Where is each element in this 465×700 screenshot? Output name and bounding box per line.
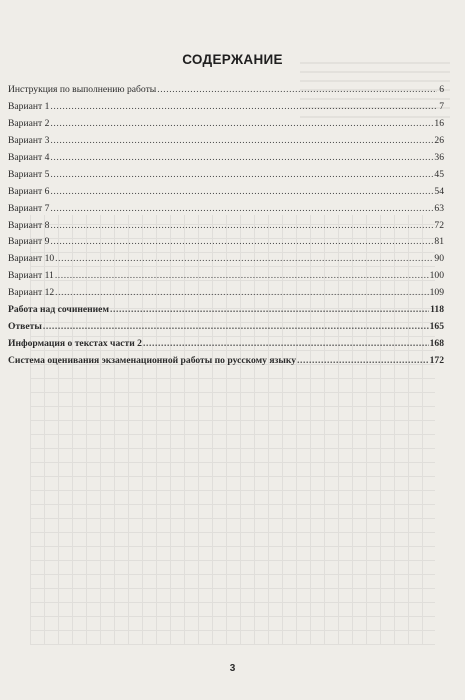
toc-entry-page: 72: [434, 219, 444, 231]
toc-entry[interactable]: [8, 353, 444, 370]
page-number: 3: [229, 663, 236, 674]
toc-entry-page: 168: [429, 338, 444, 350]
toc-entry-label: Вариант 10: [8, 253, 55, 265]
toc-dot-leader: [50, 218, 433, 235]
toc-entry[interactable]: [8, 184, 444, 201]
toc-entry[interactable]: [8, 285, 444, 302]
toc-entry[interactable]: [8, 99, 444, 116]
toc-entry-label: Инструкция по выполнению работы: [8, 84, 157, 95]
toc-entry-label: Вариант 12: [8, 287, 55, 299]
toc-entry[interactable]: [8, 201, 444, 218]
toc-entry-label: Вариант 6: [8, 185, 50, 197]
toc-entry-label: Вариант 9: [8, 236, 50, 248]
toc-entry-label: Вариант 4: [8, 151, 50, 163]
toc-entry-page: 109: [429, 287, 444, 299]
toc-dot-leader: [50, 116, 433, 133]
toc-dot-leader: [55, 285, 428, 302]
toc-entry[interactable]: [8, 319, 444, 336]
toc-dot-leader: [43, 319, 429, 336]
toc-entry-label: Ответы: [8, 321, 42, 333]
toc-dot-leader: [110, 302, 429, 319]
toc-entry-label: Информация о текстах части 2: [8, 338, 142, 350]
toc-entry[interactable]: [8, 336, 444, 353]
toc-dot-leader: [297, 353, 429, 370]
toc-dot-leader: [50, 184, 433, 201]
toc-dot-leader: [50, 133, 433, 150]
toc-entry-page: 45: [434, 168, 444, 180]
page-title: СОДЕРЖАНИЕ: [182, 52, 283, 67]
toc-entry[interactable]: [8, 150, 444, 167]
table-of-contents: [8, 82, 444, 370]
toc-entry-page: 63: [434, 202, 444, 214]
toc-dot-leader: [55, 251, 433, 268]
toc-entry[interactable]: [8, 133, 444, 150]
toc-dot-leader: [50, 201, 433, 218]
toc-entry-page: 26: [434, 134, 444, 146]
toc-dot-leader: [50, 99, 437, 116]
toc-entry-page: 81: [434, 236, 444, 248]
toc-entry-page: 16: [434, 117, 444, 129]
toc-entry-page: 100: [429, 270, 444, 282]
toc-entry-label: Вариант 8: [8, 219, 50, 231]
toc-entry-label: Вариант 7: [8, 202, 50, 214]
toc-entry-page: 7: [439, 100, 444, 112]
toc-entry-label: Вариант 5: [8, 168, 50, 180]
toc-entry-page: 6: [439, 84, 444, 95]
toc-entry[interactable]: [8, 116, 444, 133]
toc-entry-page: 118: [430, 304, 444, 316]
toc-entry-page: 172: [429, 355, 444, 366]
toc-entry[interactable]: [8, 218, 444, 235]
toc-entry-label: Вариант 1: [8, 100, 50, 112]
toc-entry[interactable]: [8, 268, 444, 285]
toc-entry-label: Вариант 11: [8, 270, 54, 282]
toc-entry-label: Вариант 3: [8, 134, 50, 146]
toc-entry-page: 36: [434, 151, 444, 163]
toc-entry-label: Работа над сочинением: [8, 304, 109, 316]
toc-dot-leader: [50, 150, 433, 167]
toc-entry-page: 54: [434, 185, 444, 197]
toc-dot-leader: [143, 336, 429, 353]
toc-entry[interactable]: [8, 167, 444, 184]
toc-dot-leader: [50, 234, 433, 251]
toc-entry[interactable]: [8, 251, 444, 268]
toc-entry-page: 165: [429, 321, 444, 333]
toc-entry-label: Система оценивания экзаменационной работы по русскому языку: [8, 355, 297, 366]
toc-entry-page: 90: [434, 253, 444, 265]
toc-dot-leader: [50, 167, 433, 184]
toc-entry[interactable]: [8, 302, 444, 319]
toc-dot-leader: [157, 82, 437, 99]
toc-entry-label: Вариант 2: [8, 117, 50, 129]
toc-dot-leader: [55, 268, 429, 285]
toc-entry[interactable]: [8, 234, 444, 251]
toc-entry[interactable]: [8, 82, 444, 99]
